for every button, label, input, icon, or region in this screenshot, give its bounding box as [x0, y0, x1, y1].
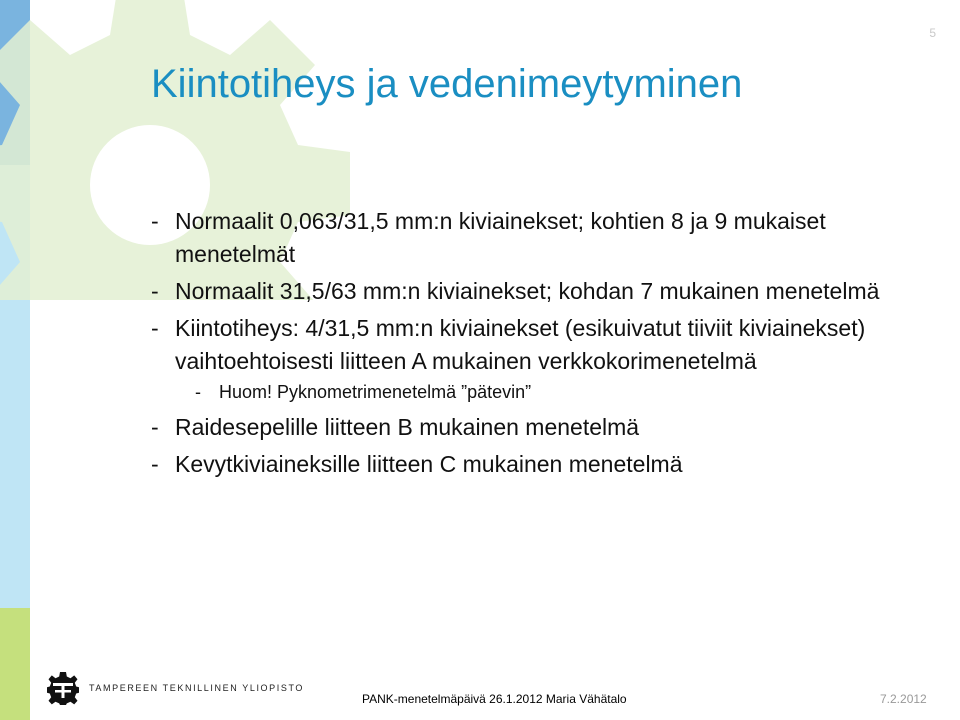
bullet-item — [151, 411, 911, 444]
bullet-item — [151, 205, 911, 271]
bullet-marker: - — [151, 414, 159, 440]
bullet-marker: - — [195, 382, 201, 402]
left-bar-bottom-segment — [0, 608, 30, 720]
bullet-text: Normaalit 0,063/31,5 mm:n kiviainekset; kohtien 8 ja 9 mukaiset menetelmät — [175, 208, 826, 267]
bullet-marker: - — [151, 208, 159, 234]
bullet-item — [151, 275, 911, 308]
slide-number: 5 — [929, 26, 936, 40]
footer-date: 7.2.2012 — [880, 692, 927, 706]
university-gear-logo-icon — [47, 671, 79, 705]
bullet-text: Kiintotiheys: 4/31,5 mm:n kiviainekset (esikuivatut tiiviit kiviainekset) vaihtoehtoisesti liitteen A mukainen verkkokorimenetelmä — [175, 315, 866, 374]
footer-presentation-info: PANK-menetelmäpäivä 26.1.2012 Maria Vähätalo — [362, 692, 627, 706]
bullet-item — [151, 448, 911, 481]
bullet-marker: - — [151, 451, 159, 477]
bullet-text: Huom! Pyknometrimenetelmä ”pätevin” — [219, 382, 532, 402]
bullet-text: Raidesepelille liitteen B mukainen menetelmä — [175, 414, 640, 440]
slide-title: Kiintotiheys ja vedenimeytyminen — [151, 62, 743, 106]
university-logo — [47, 671, 304, 705]
bullet-list — [151, 205, 911, 485]
bullet-text: Kevytkiviaineksille liitteen C mukainen menetelmä — [175, 451, 683, 477]
bullet-item — [151, 312, 911, 378]
bullet-marker: - — [151, 315, 159, 341]
sub-bullet-item — [151, 379, 911, 405]
bullet-marker: - — [151, 278, 159, 304]
university-name: TAMPEREEN TEKNILLINEN YLIOPISTO — [89, 683, 304, 693]
bullet-text: Normaalit 31,5/63 mm:n kiviainekset; kohdan 7 mukainen menetelmä — [175, 278, 880, 304]
